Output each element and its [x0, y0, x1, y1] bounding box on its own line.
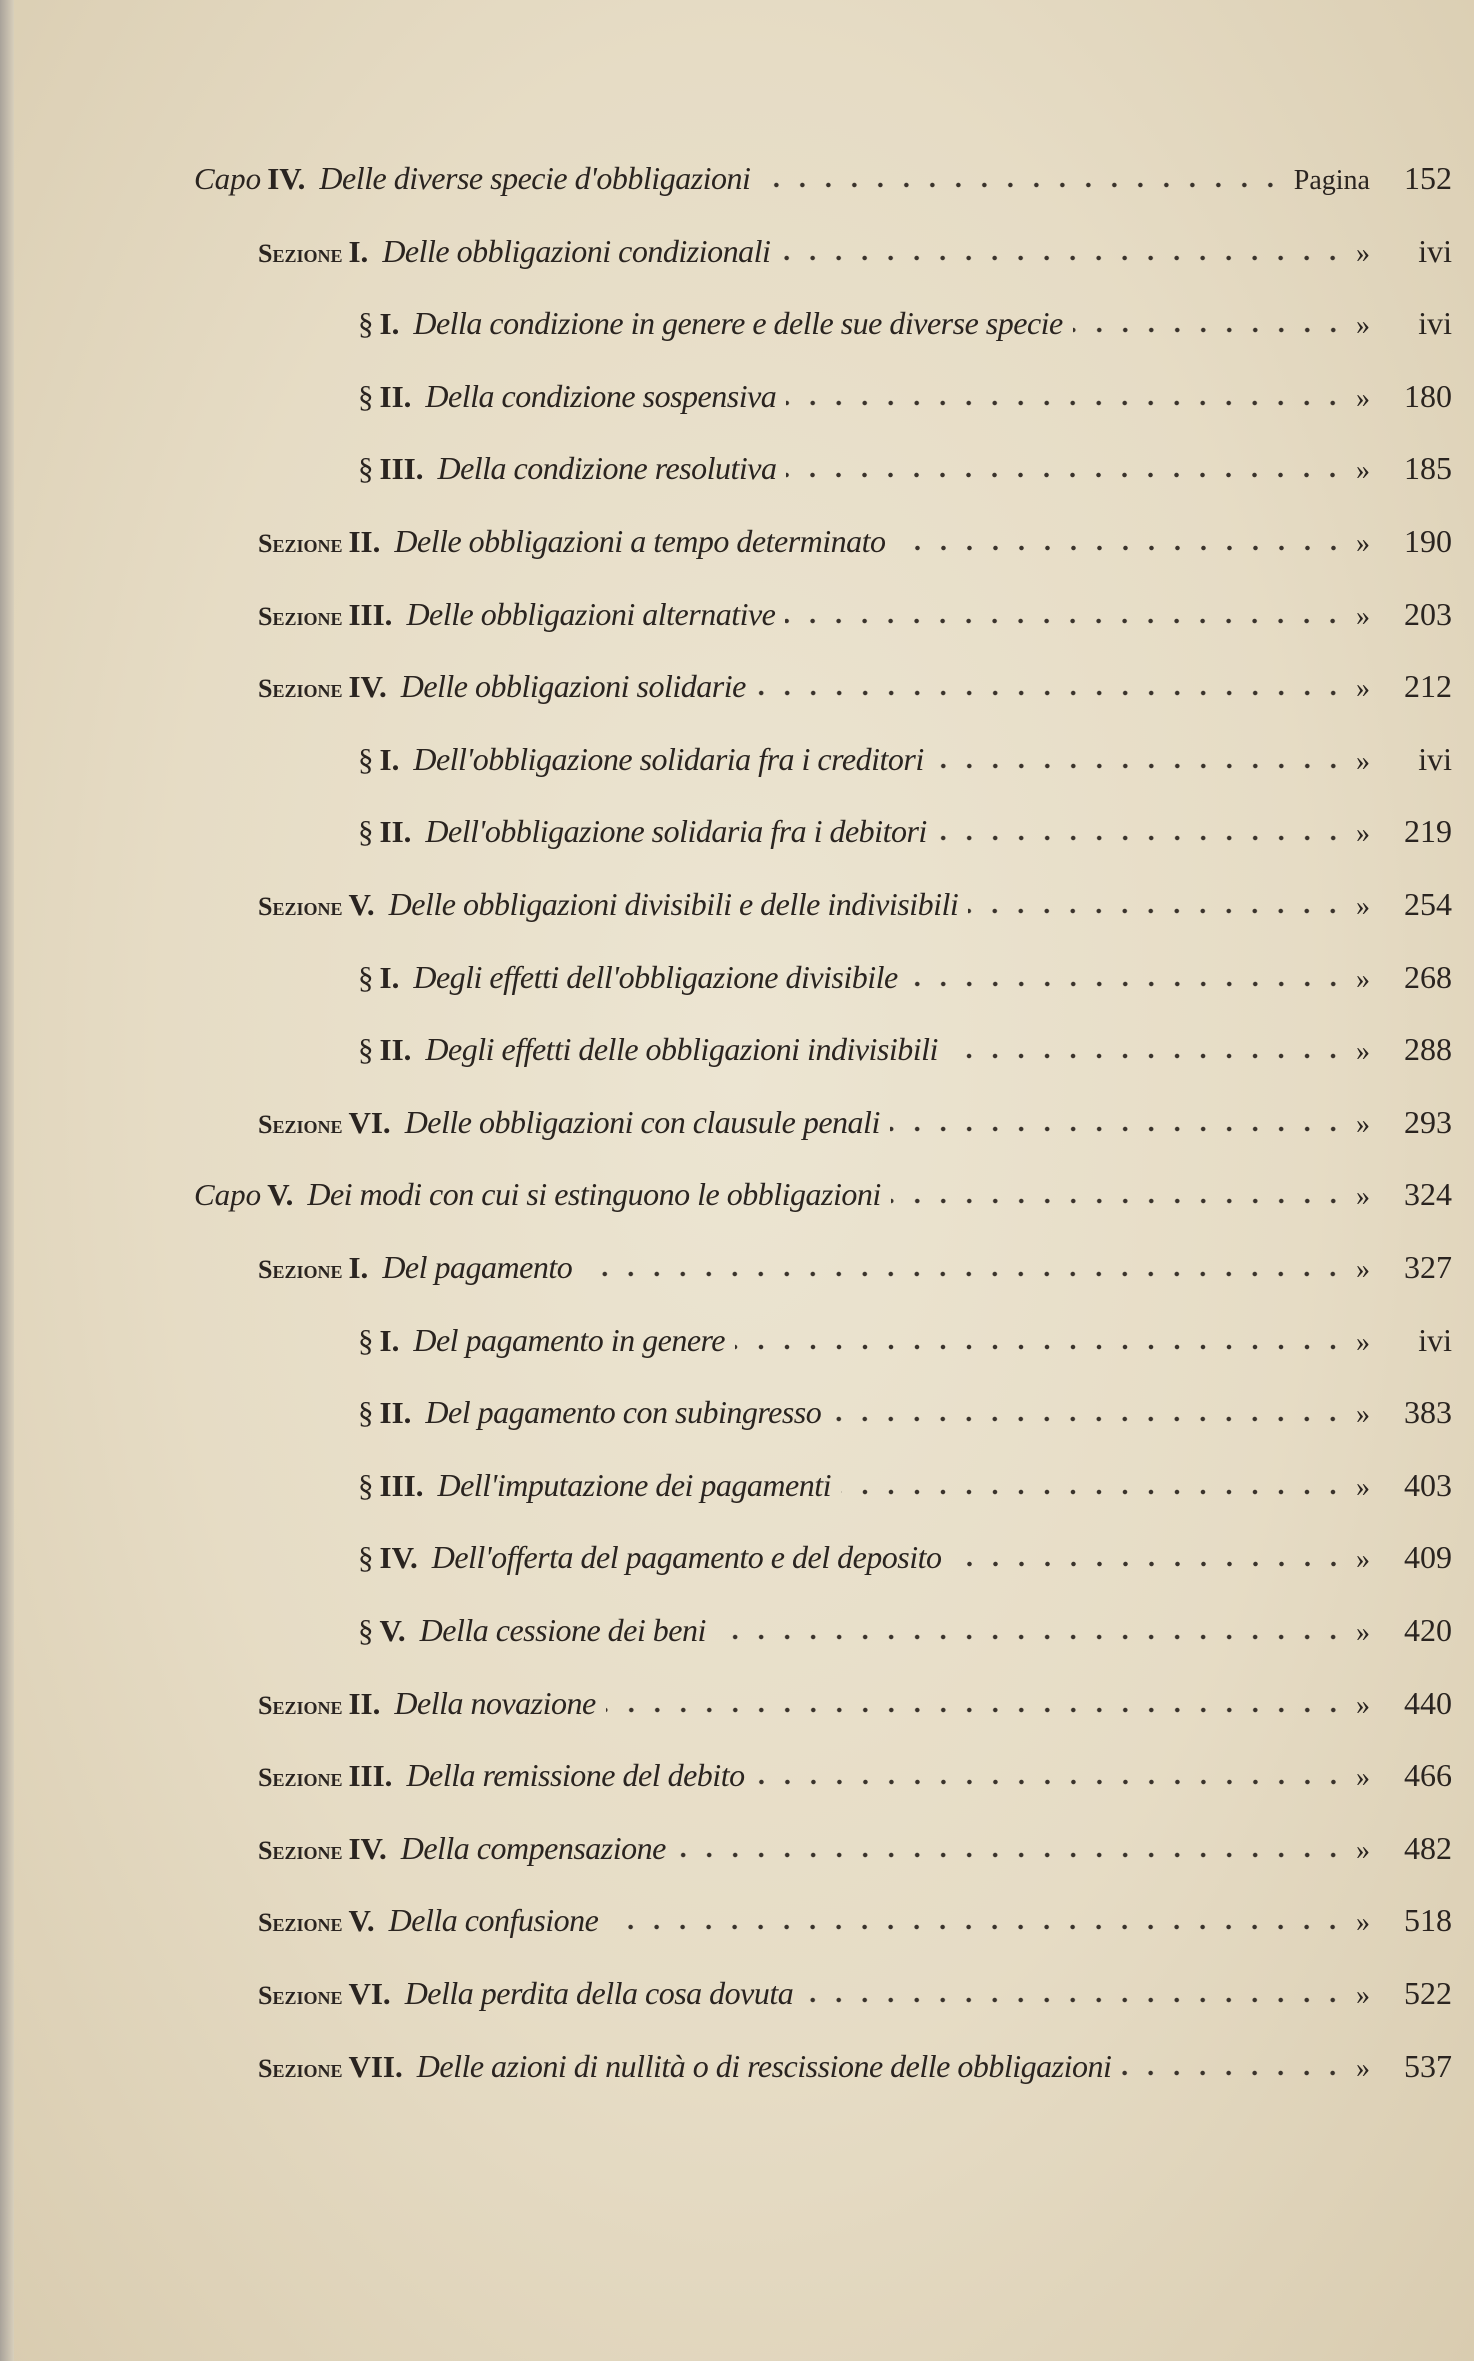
toc-paragraph-entry — [0, 741, 1452, 791]
entry-title: Della remissione del debito — [406, 1757, 745, 1794]
page-ref-marker: » — [1356, 1907, 1370, 1939]
page-number: 190 — [1404, 523, 1452, 559]
toc-paragraph-entry — [0, 1322, 1452, 1372]
page-number: 327 — [1404, 1249, 1452, 1285]
page-number: ivi — [1418, 305, 1452, 342]
page-ref-marker: » — [1356, 1689, 1370, 1721]
page-ref-marker: » — [1356, 1326, 1370, 1358]
page-ref-marker: » — [1356, 1980, 1370, 2011]
dot-leader — [676, 1851, 1346, 1859]
toc-paragraph-entry — [0, 813, 1452, 863]
entry-numeral: III. — [348, 596, 393, 632]
page-number: 518 — [1404, 1902, 1452, 1939]
page-ref-marker: » — [1356, 528, 1370, 559]
dot-leader — [582, 1270, 1346, 1278]
page-ref-marker: » — [1356, 600, 1370, 632]
page-ref-marker: » — [1356, 1834, 1370, 1866]
dot-leader — [786, 471, 1346, 479]
page-ref-marker: » — [1356, 1254, 1370, 1285]
entry-numeral: V. — [348, 1903, 375, 1939]
entry-title: Del pagamento — [382, 1249, 573, 1285]
entry-title: Delle obbligazioni a tempo determinato — [394, 523, 886, 559]
page-number: 383 — [1404, 1394, 1452, 1431]
dot-leader — [785, 617, 1346, 625]
entry-numeral: II. — [348, 524, 381, 559]
toc-paragraph-entry — [0, 378, 1452, 428]
page-ref-marker: » — [1356, 963, 1370, 995]
entry-prefix: § — [358, 814, 374, 850]
entry-prefix: § — [358, 1467, 374, 1503]
dot-leader — [606, 1706, 1346, 1714]
toc-section-entry — [0, 2048, 1452, 2098]
page-ref-marker: » — [1356, 455, 1370, 487]
entry-numeral: IV. — [348, 1830, 387, 1866]
entry-prefix: Sezione — [258, 1981, 343, 2010]
entry-prefix: § — [358, 1032, 374, 1068]
entry-title: Dell'imputazione dei pagamenti — [437, 1466, 832, 1503]
entry-prefix: § — [358, 378, 374, 414]
page-ref-marker: » — [1356, 818, 1370, 850]
entry-title: Delle obbligazioni solidarie — [400, 668, 746, 705]
entry-title: Del pagamento con subingresso — [425, 1394, 822, 1431]
page-number: 219 — [1404, 813, 1452, 850]
entry-prefix: § — [358, 451, 374, 487]
entry-title: Dei modi con cui si estinguono le obbligazioni — [307, 1176, 881, 1213]
entry-numeral: I. — [348, 233, 369, 269]
entry-prefix: Sezione — [258, 2053, 343, 2083]
dot-leader — [760, 181, 1283, 189]
entry-title: Delle obbligazioni alternative — [406, 595, 776, 632]
page-ref-marker: » — [1356, 382, 1370, 414]
entry-prefix: Sezione — [258, 1255, 343, 1284]
entry-numeral: I. — [379, 741, 400, 777]
page-number: 288 — [1404, 1031, 1452, 1068]
dot-leader — [803, 1996, 1346, 2004]
toc-section-entry — [0, 1902, 1452, 1952]
dot-leader — [735, 1343, 1346, 1351]
entry-numeral: II. — [348, 1685, 381, 1721]
page-number: 324 — [1404, 1176, 1452, 1213]
entry-title: Della condizione resolutiva — [437, 450, 777, 487]
page-ref-marker: Pagina — [1293, 165, 1370, 196]
entry-title: Delle obbligazioni condizionali — [382, 232, 771, 269]
page-number: 420 — [1404, 1612, 1452, 1648]
dot-leader — [1073, 326, 1346, 334]
page-ref-marker: » — [1356, 1181, 1370, 1213]
entry-title: Degli effetti delle obbligazioni indivisibili — [425, 1031, 938, 1068]
page-number: 537 — [1404, 2047, 1452, 2084]
entry-prefix: § — [358, 1613, 374, 1648]
entry-numeral: VI. — [348, 1976, 391, 2011]
toc-section-entry — [0, 1685, 1452, 1735]
entry-title: Della condizione in genere e delle sue diverse specie — [413, 305, 1063, 342]
entry-numeral: I. — [379, 306, 400, 342]
entry-prefix: Capo — [194, 161, 262, 196]
entry-title: Dell'offerta del pagamento e del deposito — [431, 1539, 942, 1576]
page-number: 293 — [1404, 1103, 1452, 1140]
page-ref-marker: » — [1356, 1108, 1370, 1140]
page-number: 212 — [1404, 668, 1452, 705]
page-ref-marker: » — [1356, 673, 1370, 705]
entry-numeral: II. — [379, 378, 412, 414]
page-ref-marker: » — [1356, 2052, 1370, 2084]
page-number: 180 — [1404, 377, 1452, 414]
toc-section-entry — [0, 1104, 1452, 1154]
entry-numeral: II. — [379, 814, 412, 850]
dot-leader — [908, 980, 1346, 988]
entry-prefix: Sezione — [258, 674, 343, 704]
page-number: ivi — [1418, 232, 1452, 269]
entry-prefix: Sezione — [258, 238, 343, 268]
page-ref-marker: » — [1356, 1544, 1370, 1576]
dot-leader — [780, 254, 1346, 262]
page-number: 268 — [1404, 958, 1452, 995]
toc-section-entry — [0, 1975, 1452, 2025]
dot-leader — [934, 762, 1346, 770]
page-ref-marker: » — [1356, 745, 1370, 777]
dot-leader — [831, 1415, 1346, 1423]
dot-leader — [841, 1488, 1346, 1496]
toc-paragraph-entry — [0, 1394, 1452, 1444]
entry-title: Della compensazione — [400, 1829, 666, 1866]
toc-section-entry — [0, 523, 1452, 573]
page-number: 482 — [1404, 1829, 1452, 1866]
entry-title: Delle obbligazioni con clausule penali — [404, 1103, 880, 1140]
toc-section-entry — [0, 886, 1452, 936]
page-ref-marker: » — [1356, 1762, 1370, 1794]
page-ref-marker: » — [1356, 891, 1370, 922]
page-number: 403 — [1404, 1466, 1452, 1503]
entry-numeral: I. — [348, 1250, 369, 1285]
entry-prefix: § — [358, 1540, 374, 1576]
page-number: 522 — [1404, 1975, 1452, 2011]
toc-paragraph-entry — [0, 1539, 1452, 1589]
entry-prefix: § — [358, 1395, 374, 1431]
entry-numeral: III. — [379, 1467, 424, 1503]
entry-title: Degli effetti dell'obbligazione divisibile — [413, 958, 898, 995]
dot-leader — [756, 689, 1346, 697]
dot-leader — [786, 399, 1346, 407]
toc-paragraph-entry — [0, 1031, 1452, 1081]
entry-prefix: § — [358, 741, 374, 777]
entry-numeral: IV. — [267, 161, 306, 196]
entry-prefix: § — [358, 306, 374, 342]
toc-section-entry — [0, 1249, 1452, 1299]
entry-title: Della cessione dei beni — [419, 1612, 706, 1648]
toc-section-entry — [0, 1830, 1452, 1880]
dot-leader — [948, 1052, 1346, 1060]
entry-prefix: Sezione — [258, 1763, 343, 1793]
entry-prefix: Capo — [194, 1177, 262, 1213]
entry-title: Delle obbligazioni divisibili e delle indivisibili — [388, 886, 959, 922]
page-number: 203 — [1404, 595, 1452, 632]
page-ref-marker: » — [1356, 1617, 1370, 1648]
page-ref-marker: » — [1356, 1471, 1370, 1503]
toc-section-entry — [0, 596, 1452, 646]
page-number: ivi — [1418, 740, 1452, 777]
entry-prefix: Sezione — [258, 1690, 343, 1720]
entry-prefix: Sezione — [258, 601, 343, 631]
entry-numeral: VII. — [348, 2048, 403, 2084]
toc-paragraph-entry — [0, 450, 1452, 500]
entry-numeral: V. — [348, 887, 375, 922]
entry-numeral: III. — [348, 1758, 393, 1794]
entry-title: Del pagamento in genere — [413, 1321, 725, 1358]
toc-paragraph-entry — [0, 1612, 1452, 1662]
entry-title: Delle azioni di nullità o di rescissione delle obbligazioni — [416, 2047, 1112, 2084]
entry-title: Della condizione sospensiva — [425, 377, 777, 414]
toc-chapter-entry — [0, 160, 1452, 210]
entry-numeral: VI. — [348, 1104, 391, 1140]
page-ref-marker: » — [1356, 1036, 1370, 1068]
dot-leader — [937, 834, 1346, 842]
dot-leader — [716, 1633, 1346, 1641]
page-ref-marker: » — [1356, 237, 1370, 269]
entry-numeral: V. — [379, 1613, 406, 1648]
page-number: 440 — [1404, 1684, 1452, 1721]
entry-prefix: Sezione — [258, 892, 343, 921]
toc-section-entry — [0, 1757, 1452, 1807]
entry-title: Delle diverse specie d'obbligazioni — [319, 160, 751, 196]
dot-leader — [608, 1923, 1346, 1931]
entry-prefix: Sezione — [258, 529, 343, 558]
entry-numeral: III. — [379, 451, 424, 487]
page-ref-marker: » — [1356, 310, 1370, 342]
entry-title: Della confusione — [388, 1902, 599, 1939]
toc-section-entry — [0, 668, 1452, 718]
entry-prefix: Sezione — [258, 1109, 343, 1139]
entry-numeral: IV. — [348, 669, 387, 705]
toc-paragraph-entry — [0, 1467, 1452, 1517]
dot-leader — [968, 907, 1346, 915]
page-ref-marker: » — [1356, 1399, 1370, 1431]
dot-leader — [890, 1125, 1346, 1133]
entry-title: Dell'obbligazione solidaria fra i debitori — [425, 813, 927, 850]
page-number: ivi — [1418, 1321, 1452, 1358]
dot-leader — [896, 544, 1346, 552]
toc-paragraph-entry — [0, 305, 1452, 355]
entry-prefix: § — [358, 959, 374, 995]
entry-title: Della perdita della cosa dovuta — [404, 1975, 794, 2011]
entry-numeral: I. — [379, 959, 400, 995]
page-number: 185 — [1404, 450, 1452, 487]
entry-numeral: II. — [379, 1395, 412, 1431]
entry-title: Della novazione — [394, 1684, 596, 1721]
entry-numeral: V. — [267, 1177, 294, 1213]
dot-leader — [1121, 2069, 1346, 2077]
dot-leader — [952, 1560, 1346, 1568]
entry-numeral: I. — [379, 1322, 400, 1358]
entry-prefix: Sezione — [258, 1908, 343, 1938]
toc-chapter-entry — [0, 1176, 1452, 1226]
page-number: 409 — [1404, 1539, 1452, 1576]
toc-section-entry — [0, 233, 1452, 283]
page-number: 152 — [1404, 160, 1452, 196]
page-number: 466 — [1404, 1757, 1452, 1794]
entry-numeral: IV. — [379, 1540, 418, 1576]
entry-prefix: Sezione — [258, 1835, 343, 1865]
entry-prefix: § — [358, 1322, 374, 1358]
toc-paragraph-entry — [0, 959, 1452, 1009]
dot-leader — [891, 1197, 1346, 1205]
dot-leader — [755, 1778, 1346, 1786]
entry-title: Dell'obbligazione solidaria fra i creditori — [413, 740, 924, 777]
page-number: 254 — [1404, 886, 1452, 922]
entry-numeral: II. — [379, 1032, 412, 1068]
